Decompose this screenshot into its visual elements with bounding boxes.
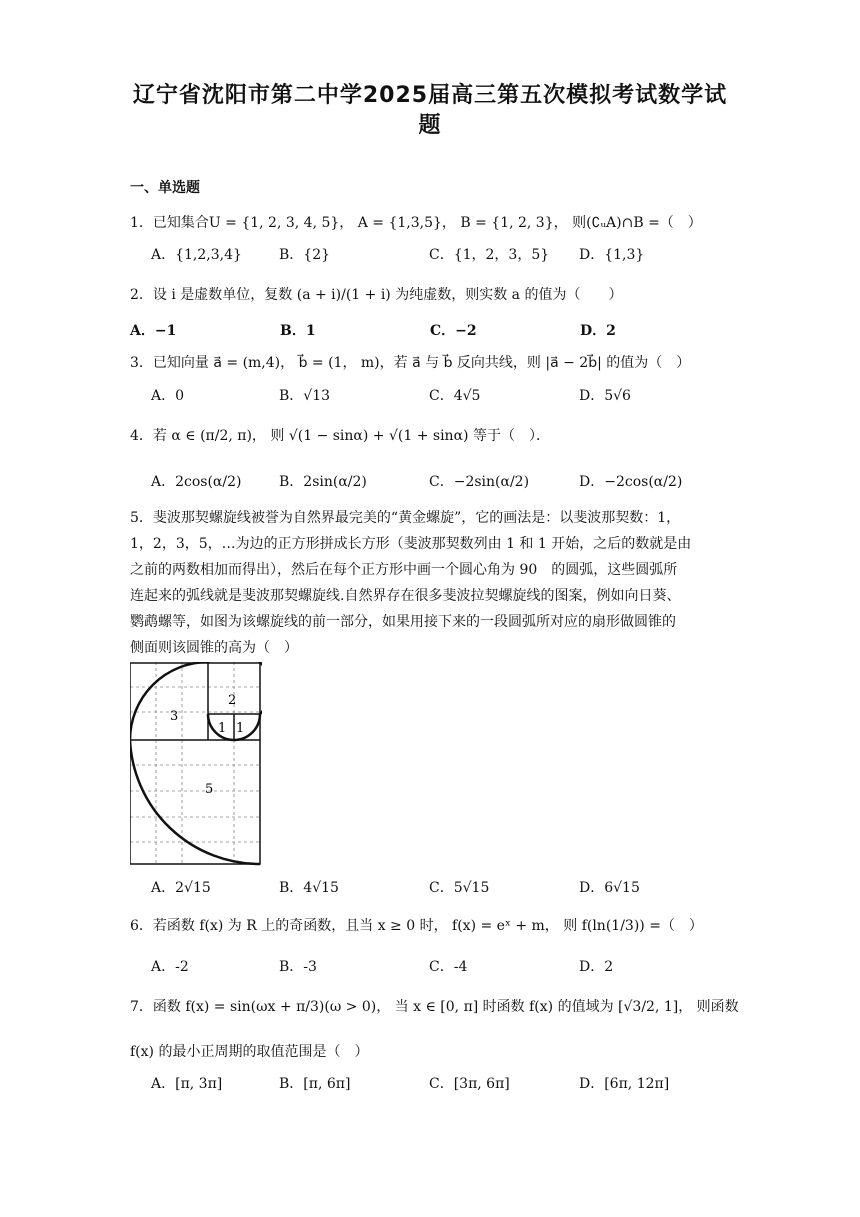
q6-option-d[interactable]: D．2 <box>579 959 614 975</box>
q4-option-a[interactable]: A．2cos(α/2) <box>151 474 242 490</box>
q4-option-c[interactable]: C．−2sin(α/2) <box>429 474 530 490</box>
fig-label-1b: 1 <box>236 721 245 736</box>
fig-label-5: 5 <box>205 782 214 797</box>
q1-option-a[interactable]: A．{1,2,3,4} <box>151 247 242 263</box>
q3-option-d[interactable]: D．5√6 <box>579 388 631 404</box>
q3-option-b[interactable]: B．√13 <box>279 388 331 404</box>
q5-line: 连起来的弧线就是斐波那契螺旋线.自然界存在很多斐波拉契螺旋线的图案，例如向日葵、 <box>130 588 681 604</box>
q3-option-a[interactable]: A．0 <box>151 388 185 404</box>
q6-stem: 6．若函数 f(x) 为 R 上的奇函数，且当 x ≥ 0 时， f(x) = eˣ + m， 则 f(ln(1/3)) =（ ） <box>130 918 703 934</box>
q2-option-c[interactable]: C．−2 <box>430 323 477 339</box>
q7-option-d[interactable]: D．[6π, 12π] <box>579 1076 670 1092</box>
fig-label-2: 2 <box>228 693 237 708</box>
q1-stem: 1．已知集合U = {1, 2, 3, 4, 5}， A = {1,3,5}， B = {1, 2, 3}， 则(∁ᵤA)∩B =（ ） <box>130 215 702 231</box>
exam-title-line1: 辽宁省沈阳市第二中学2025届高三第五次模拟考试数学试 <box>132 83 728 108</box>
q5-option-a[interactable]: A．2√15 <box>151 880 211 896</box>
q2-option-d[interactable]: D．2 <box>580 323 616 339</box>
q5-line: 之前的两数相加而得出），然后在每个正方形中画一个圆心角为 90 的圆弧，这些圆弧所 <box>130 562 678 578</box>
fig-label-1a: 1 <box>218 721 227 736</box>
q5-line: 5．斐波那契螺旋线被誉为自然界最完美的“黄金螺旋”，它的画法是：以斐波那契数：1， <box>130 510 681 526</box>
q5-option-b[interactable]: B．4√15 <box>279 880 339 896</box>
q7-option-b[interactable]: B．[π, 6π] <box>279 1076 351 1092</box>
q2-option-b[interactable]: B．1 <box>280 323 316 339</box>
q7-stem-line1: 7．函数 f(x) = sin(ωx + π/3)(ω > 0)， 当 x ∈ [0, π] 时函数 f(x) 的值域为 [√3/2, 1]， 则函数 <box>130 999 739 1015</box>
q7-option-a[interactable]: A．[π, 3π] <box>151 1076 223 1092</box>
q3-option-c[interactable]: C．4√5 <box>429 388 481 404</box>
q3-stem: 3．已知向量 a⃗ = (m,4)， b⃗ = (1， m)，若 a⃗ 与 b⃗ 反向共线，则 |a⃗ − 2b⃗| 的值为（ ） <box>130 355 691 371</box>
q7-option-c[interactable]: C．[3π, 6π] <box>429 1076 510 1092</box>
fibonacci-spiral-figure <box>130 662 262 867</box>
exam-title-line2: 题 <box>418 113 442 138</box>
q4-option-b[interactable]: B．2sin(α/2) <box>279 474 367 490</box>
q6-option-b[interactable]: B．-3 <box>279 959 317 975</box>
q2-stem: 2．设 i 是虚数单位，复数 (a + i)/(1 + i) 为纯虚数，则实数 a 的值为（ ） <box>130 287 623 303</box>
q5-stem <box>130 505 730 661</box>
q7-stem-line2: f(x) 的最小正周期的取值范围是（ ） <box>130 1044 369 1060</box>
q4-stem: 4．若 α ∈ (π/2, π)， 则 √(1 − sinα) + √(1 + sinα) 等于（ ）． <box>130 428 550 444</box>
q5-line: 侧面则该圆锥的高为（ ） <box>130 640 298 656</box>
q5-option-d[interactable]: D．6√15 <box>579 880 640 896</box>
q1-option-d[interactable]: D．{1,3} <box>579 247 645 263</box>
q5-line: 1，2，3，5，…为边的正方形拼成长方形（斐波那契数列由 1 和 1 开始，之后的数就是由 <box>130 536 692 552</box>
section-heading: 一、单选题 <box>130 180 200 196</box>
q5-option-c[interactable]: C．5√15 <box>429 880 490 896</box>
fig-label-3: 3 <box>170 709 179 724</box>
q1-option-b[interactable]: B．{2} <box>279 247 331 263</box>
q5-line: 鹦鹉螺等，如图为该螺旋线的前一部分，如果用接下来的一段圆弧所对应的扇形做圆锥的 <box>130 614 676 630</box>
q2-option-a[interactable]: A．−1 <box>130 323 177 339</box>
q1-option-c[interactable]: C．{1，2，3，5} <box>429 247 550 263</box>
q4-option-d[interactable]: D．−2cos(α/2) <box>579 474 683 490</box>
q6-option-c[interactable]: C．-4 <box>429 959 468 975</box>
q6-option-a[interactable]: A．-2 <box>151 959 189 975</box>
